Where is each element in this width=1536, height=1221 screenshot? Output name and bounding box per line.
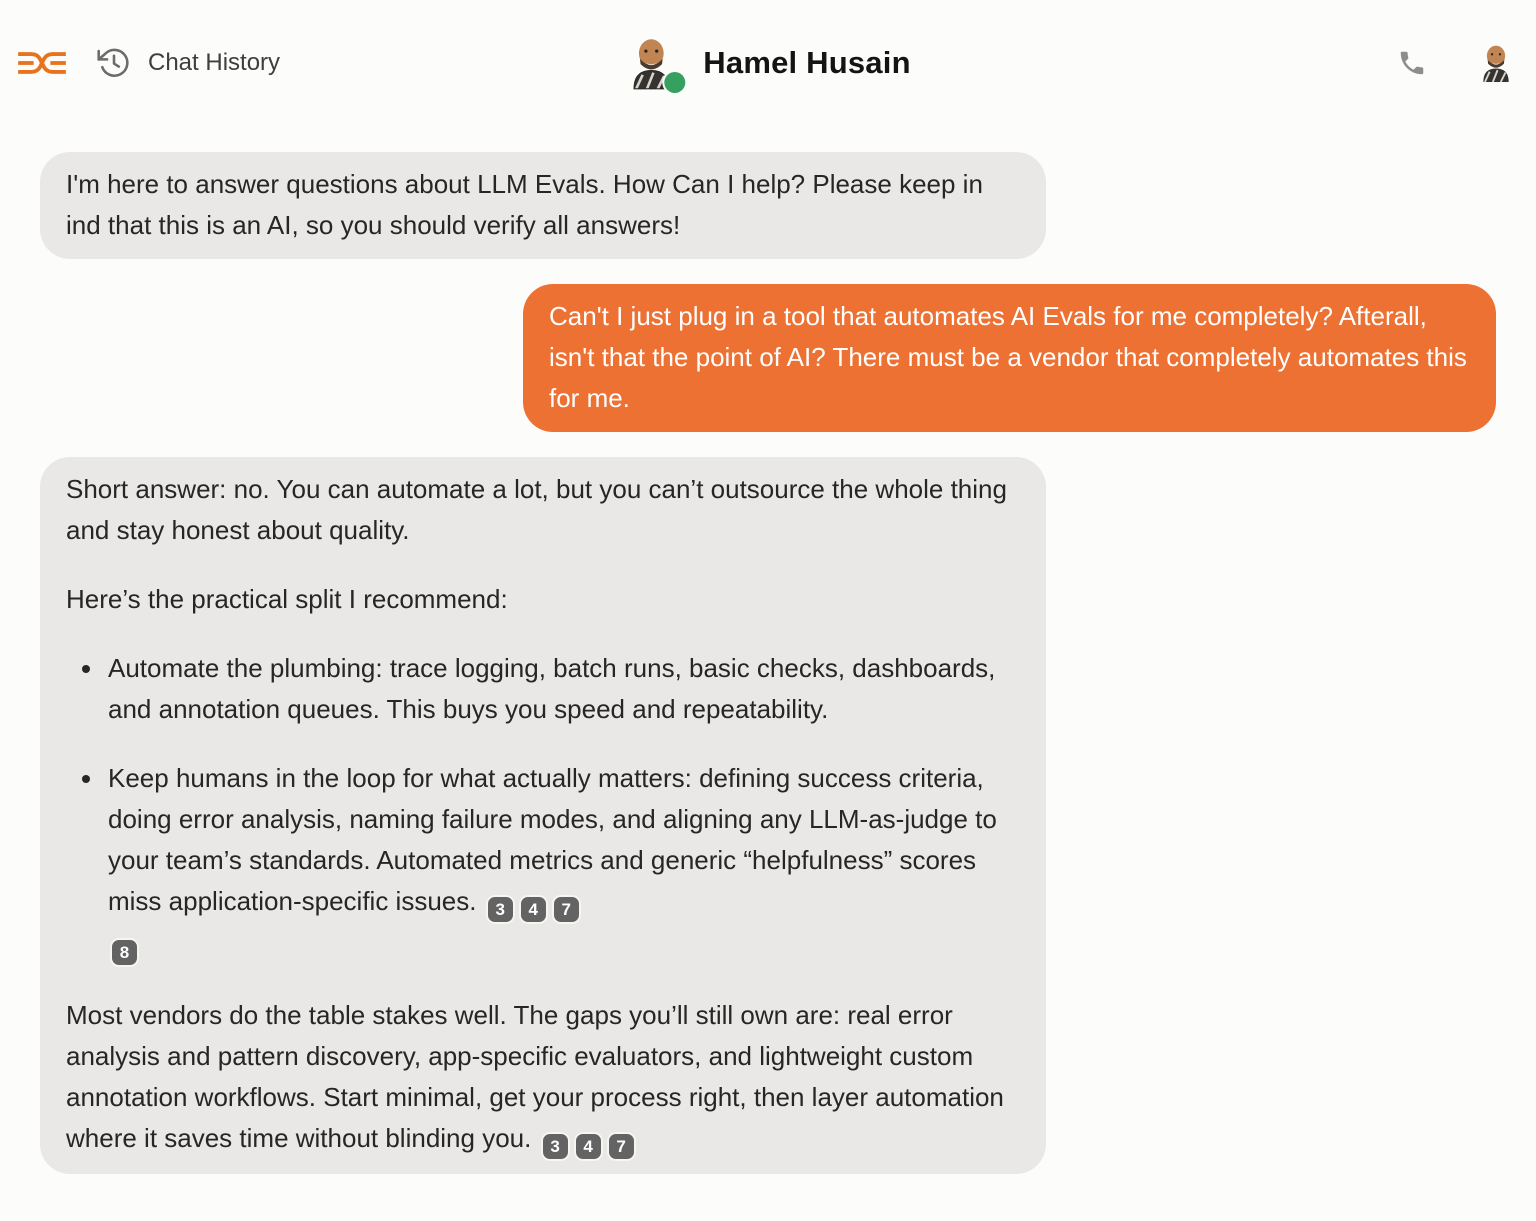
- message-list: [0, 126, 1536, 1174]
- user-avatar[interactable]: [1477, 42, 1515, 84]
- phone-icon: [1397, 48, 1427, 78]
- bullet-item: Keep humans in the loop for what actually matters: defining success criteria, doing error analysis, naming failure modes, and aligning any LLM-as-judge to your team’s standards. Automated metrics and generic “helpfulness” scores miss application-specific issues. 3 4 7 8: [66, 758, 1020, 967]
- bullet-list: [66, 648, 1020, 967]
- chat-history-label: Chat History: [148, 49, 281, 76]
- citation-chip[interactable]: 8: [110, 938, 139, 967]
- assistant-message-bubble: [40, 152, 1046, 259]
- message-paragraph: Most vendors do the table stakes well. The gaps you’ll still own are: real error analysis and pattern discovery, app-specific evaluators, and lightweight custom annotation workflows. Start minimal, get your process right, then layer automation where it saves time without blinding you. 3 4 7: [66, 995, 1020, 1161]
- citation-chip[interactable]: 3: [486, 895, 515, 924]
- message-paragraph: Here’s the practical split I recommend:: [66, 584, 508, 614]
- citation-chip[interactable]: 4: [574, 1132, 603, 1161]
- online-status-dot: [664, 72, 685, 93]
- brand-logo-icon: [18, 47, 66, 79]
- citation-chip[interactable]: 3: [541, 1132, 570, 1161]
- message-paragraph: Short answer: no. You can automate a lot, but you can’t outsource the whole thing and stay honest about quality.: [66, 474, 1007, 545]
- citation-chip[interactable]: 4: [519, 895, 548, 924]
- user-message-bubble: [523, 284, 1496, 432]
- chat-header: [0, 0, 1536, 126]
- bullet-item: Automate the plumbing: trace logging, batch runs, basic checks, dashboards, and annotation queues. This buys you speed and repeatability.: [66, 648, 1020, 730]
- page-title: Hamel Husain: [703, 45, 911, 80]
- message-paragraph: Can't I just plug in a tool that automates AI Evals for me completely? Afterall, isn't that the point of AI? There must be a vendor that completely automates this for me.: [549, 301, 1467, 413]
- history-clock-icon: [96, 45, 132, 81]
- assistant-message-bubble: [40, 457, 1046, 1174]
- citation-chip[interactable]: 7: [552, 895, 581, 924]
- call-button[interactable]: [1397, 48, 1427, 78]
- header-title-group: [625, 35, 910, 91]
- message-paragraph: I'm here to answer questions about LLM Evals. How Can I help? Please keep in ind that this is an AI, so you should verify all answers!: [66, 169, 983, 240]
- brand-logo: [18, 47, 66, 79]
- agent-avatar: [625, 35, 677, 91]
- chat-history-button[interactable]: [96, 45, 280, 81]
- citation-chip[interactable]: 7: [607, 1132, 636, 1161]
